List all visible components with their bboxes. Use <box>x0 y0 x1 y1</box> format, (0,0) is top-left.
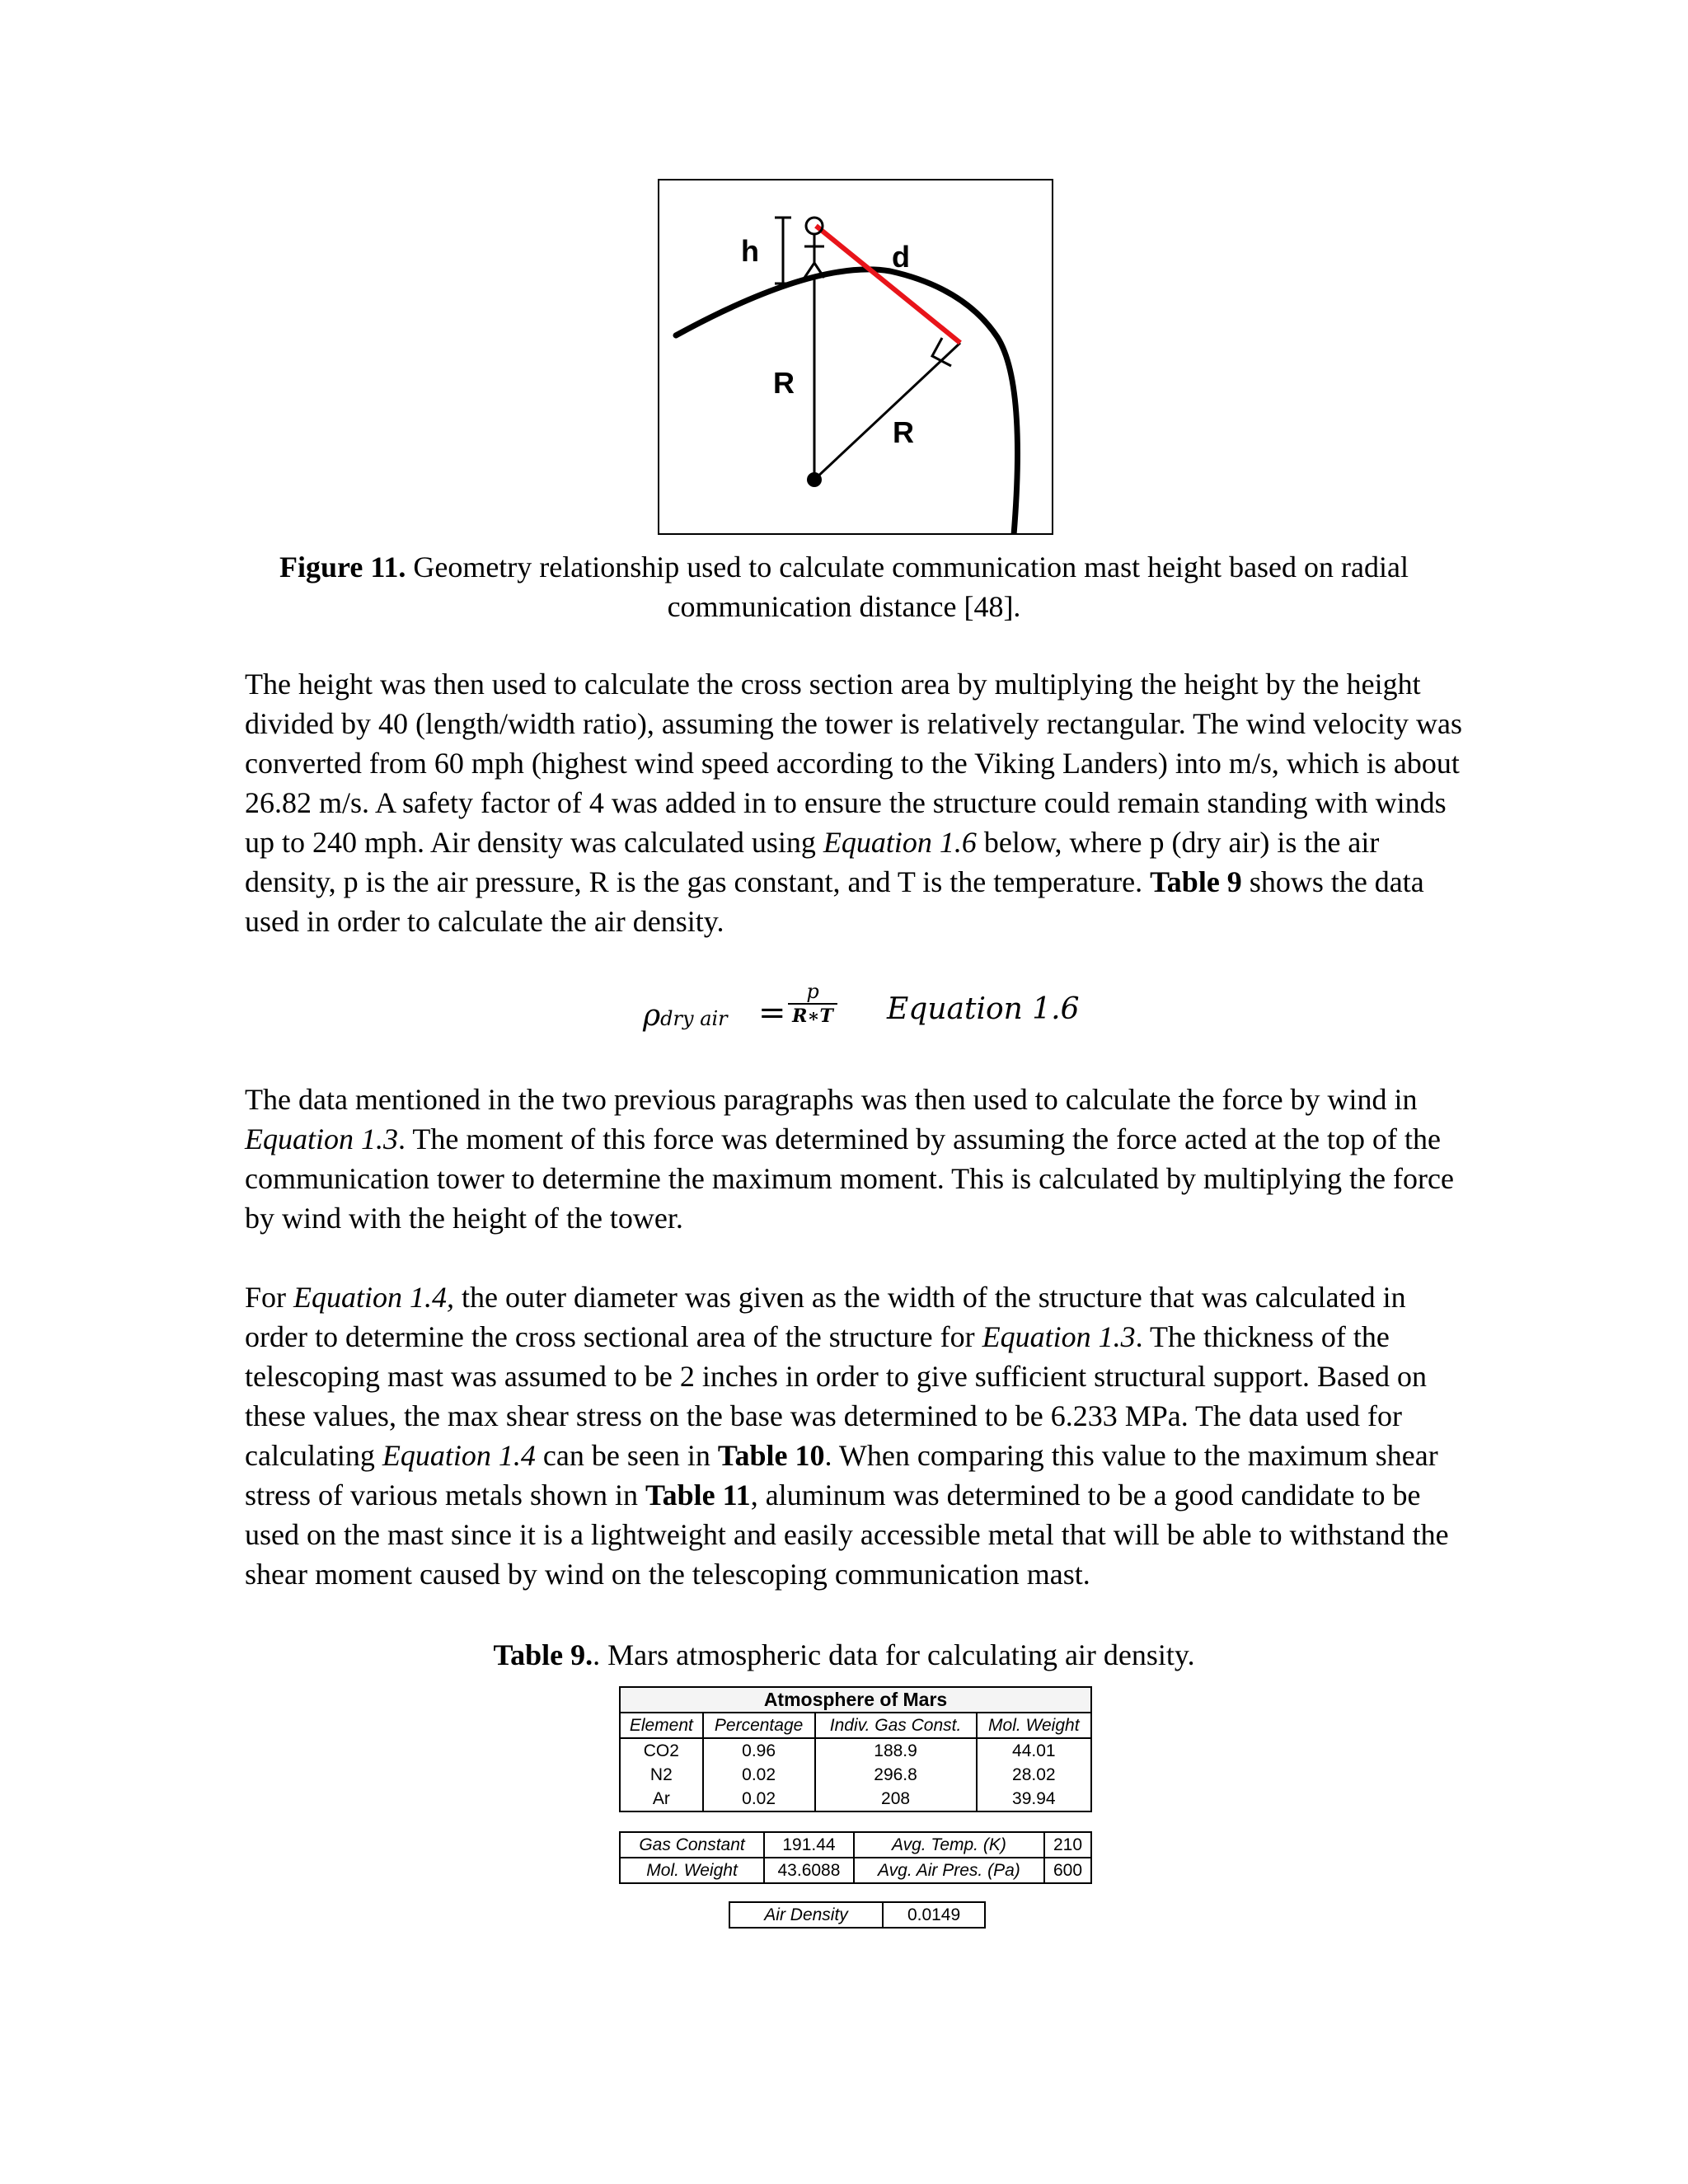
label-r-diagonal: R <box>893 415 914 449</box>
para1-equation-ref: Equation 1.6 <box>823 826 977 859</box>
label-h: h <box>741 234 759 268</box>
table-cell: 0.96 <box>703 1738 815 1763</box>
table-cell: 600 <box>1044 1858 1091 1883</box>
figure-caption-text: Geometry relationship used to calculate communication mast height based on radial communication distance [48]. <box>406 551 1409 623</box>
table-cell: Mol. Weight <box>620 1858 764 1883</box>
para1-text-2: below, where p (dry air) is the air density, p is the air pressure, R is the gas constant, and T is the temperature. <box>245 826 1380 898</box>
column-header: Mol. Weight <box>977 1713 1091 1738</box>
equation-fraction <box>788 981 837 1027</box>
table-cell: 0.02 <box>703 1787 815 1811</box>
para1-table-ref: Table 9 <box>1150 865 1242 898</box>
table-9-caption <box>247 1635 1441 1675</box>
para2-equation-ref: Equation 1.3 <box>245 1122 398 1155</box>
table-cell: Air Density <box>729 1902 883 1928</box>
equation-subscript: dry air <box>660 1007 728 1030</box>
table-cell: Gas Constant <box>620 1832 764 1858</box>
equation-numerator: p <box>806 980 819 1003</box>
stick-figure-icon <box>804 218 824 278</box>
table-row <box>729 1902 985 1928</box>
figure-caption <box>247 547 1441 626</box>
column-header: Percentage <box>703 1713 815 1738</box>
diagonal-radius-line <box>814 343 960 480</box>
table-cell: 43.6088 <box>764 1858 854 1883</box>
air-density-table <box>729 1901 986 1929</box>
table-row <box>620 1787 1091 1811</box>
atmosphere-table <box>619 1686 1092 1812</box>
planet-center-dot <box>807 472 822 487</box>
para3-table-ref-1: Table 10 <box>717 1439 825 1472</box>
equation-label: Equation 1.6 <box>887 992 1080 1026</box>
label-d: d <box>892 240 910 274</box>
para3-text-3: . The thickness of the telescoping mast was assumed to be 2 inches in order to give sufficient structural support. Based on these values, the max shear stress on the base was determined to be 6.233 MPa. The data used for calculating <box>245 1320 1428 1472</box>
column-header: Element <box>620 1713 703 1738</box>
equation-fraction-bar <box>788 1003 837 1005</box>
para3-equation-ref-2: Equation 1.3 <box>982 1320 1136 1353</box>
equation-lhs <box>643 999 728 1033</box>
atmosphere-table-title: Atmosphere of Mars <box>620 1687 1091 1713</box>
table-row <box>620 1832 1091 1858</box>
height-bracket <box>775 218 791 284</box>
table-cell: 191.44 <box>764 1832 854 1858</box>
para1-text-3: shows the data used in order to calculate the air density. <box>245 865 1424 938</box>
equation-rho: ρ <box>643 999 661 1033</box>
right-angle-marker <box>932 338 951 366</box>
para3-equation-ref-1: Equation 1.4, <box>293 1281 455 1314</box>
equation-1-6 <box>643 981 1220 1047</box>
equation-denominator: R∗T <box>792 1005 833 1027</box>
gas-summary-table <box>619 1831 1092 1884</box>
para3-text-5: . When comparing this value to the maximum shear stress of various metals shown in <box>245 1439 1438 1511</box>
table-cell: Avg. Temp. (K) <box>854 1832 1044 1858</box>
para3-text-1: For <box>245 1281 294 1314</box>
table-cell: 210 <box>1044 1832 1091 1858</box>
table-row <box>620 1738 1091 1763</box>
equation-equals-sign: = <box>758 994 786 1032</box>
table-cell: Avg. Air Pres. (Pa) <box>854 1858 1044 1883</box>
table-row <box>620 1763 1091 1787</box>
para2-text-1: The data mentioned in the two previous paragraphs was then used to calculate the force by wind in <box>245 1083 1418 1116</box>
paragraph-shear-stress <box>245 1277 1473 1594</box>
geometry-diagram-svg <box>659 180 1052 533</box>
table-cell: Ar <box>620 1787 703 1811</box>
label-r-vertical: R <box>773 366 795 400</box>
table-cell: 0.02 <box>703 1763 815 1787</box>
para3-table-ref-2: Table 11 <box>645 1479 751 1511</box>
atmosphere-table-header-row <box>620 1713 1091 1738</box>
table-cell: 44.01 <box>1012 1741 1056 1760</box>
table-9-caption-text: . Mars atmospheric data for calculating air density. <box>593 1638 1195 1671</box>
table-row <box>620 1858 1091 1883</box>
paragraph-air-density <box>245 664 1473 941</box>
para2-text-2: . The moment of this force was determined by assuming the force acted at the top of the communication tower to determine the maximum moment. This is calculated by multiplying the force by wind with the height of the tower. <box>245 1122 1454 1235</box>
table-cell: CO2 <box>620 1738 703 1763</box>
table-cell: 188.9 <box>815 1738 977 1763</box>
para3-text-4: can be seen in <box>535 1439 718 1472</box>
figure-11-diagram <box>658 179 1053 535</box>
table-cell: 296.8 <box>815 1763 977 1787</box>
planet-surface-arc <box>676 269 1018 533</box>
table-cell: 208 <box>815 1787 977 1811</box>
column-header: Indiv. Gas Const. <box>815 1713 977 1738</box>
paragraph-wind-force <box>245 1080 1473 1238</box>
para3-text-2: the outer diameter was given as the width of the structure that was calculated in order to determine the cross sectional area of the structure for <box>245 1281 1406 1353</box>
table-cell: 0.0149 <box>883 1902 985 1928</box>
para3-equation-ref-3: Equation 1.4 <box>382 1439 536 1472</box>
table-9-caption-label: Table 9. <box>493 1638 593 1671</box>
table-cell: 39.94 <box>1012 1788 1056 1808</box>
table-cell: 28.02 <box>1012 1765 1056 1784</box>
table-cell: N2 <box>620 1763 703 1787</box>
para3-text-6: , aluminum was determined to be a good candidate to be used on the mast since it is a lightweight and easily accessible metal that will be able to withstand the shear moment caused by wind on the telescoping communication mast. <box>245 1479 1449 1591</box>
para1-text-1: The height was then used to calculate the cross section area by multiplying the height by the height divided by 40 (length/width ratio), assuming the tower is relatively rectangular. The wind velocity was converted from 60 mph (highest wind speed according to the Viking Landers) into m/s, which is about 26.82 m/s. A safety factor of 4 was added in to ensure the structure could remain standing with winds up to 240 mph. Air density was calculated using <box>245 668 1462 859</box>
figure-caption-label: Figure 11. <box>279 551 406 583</box>
